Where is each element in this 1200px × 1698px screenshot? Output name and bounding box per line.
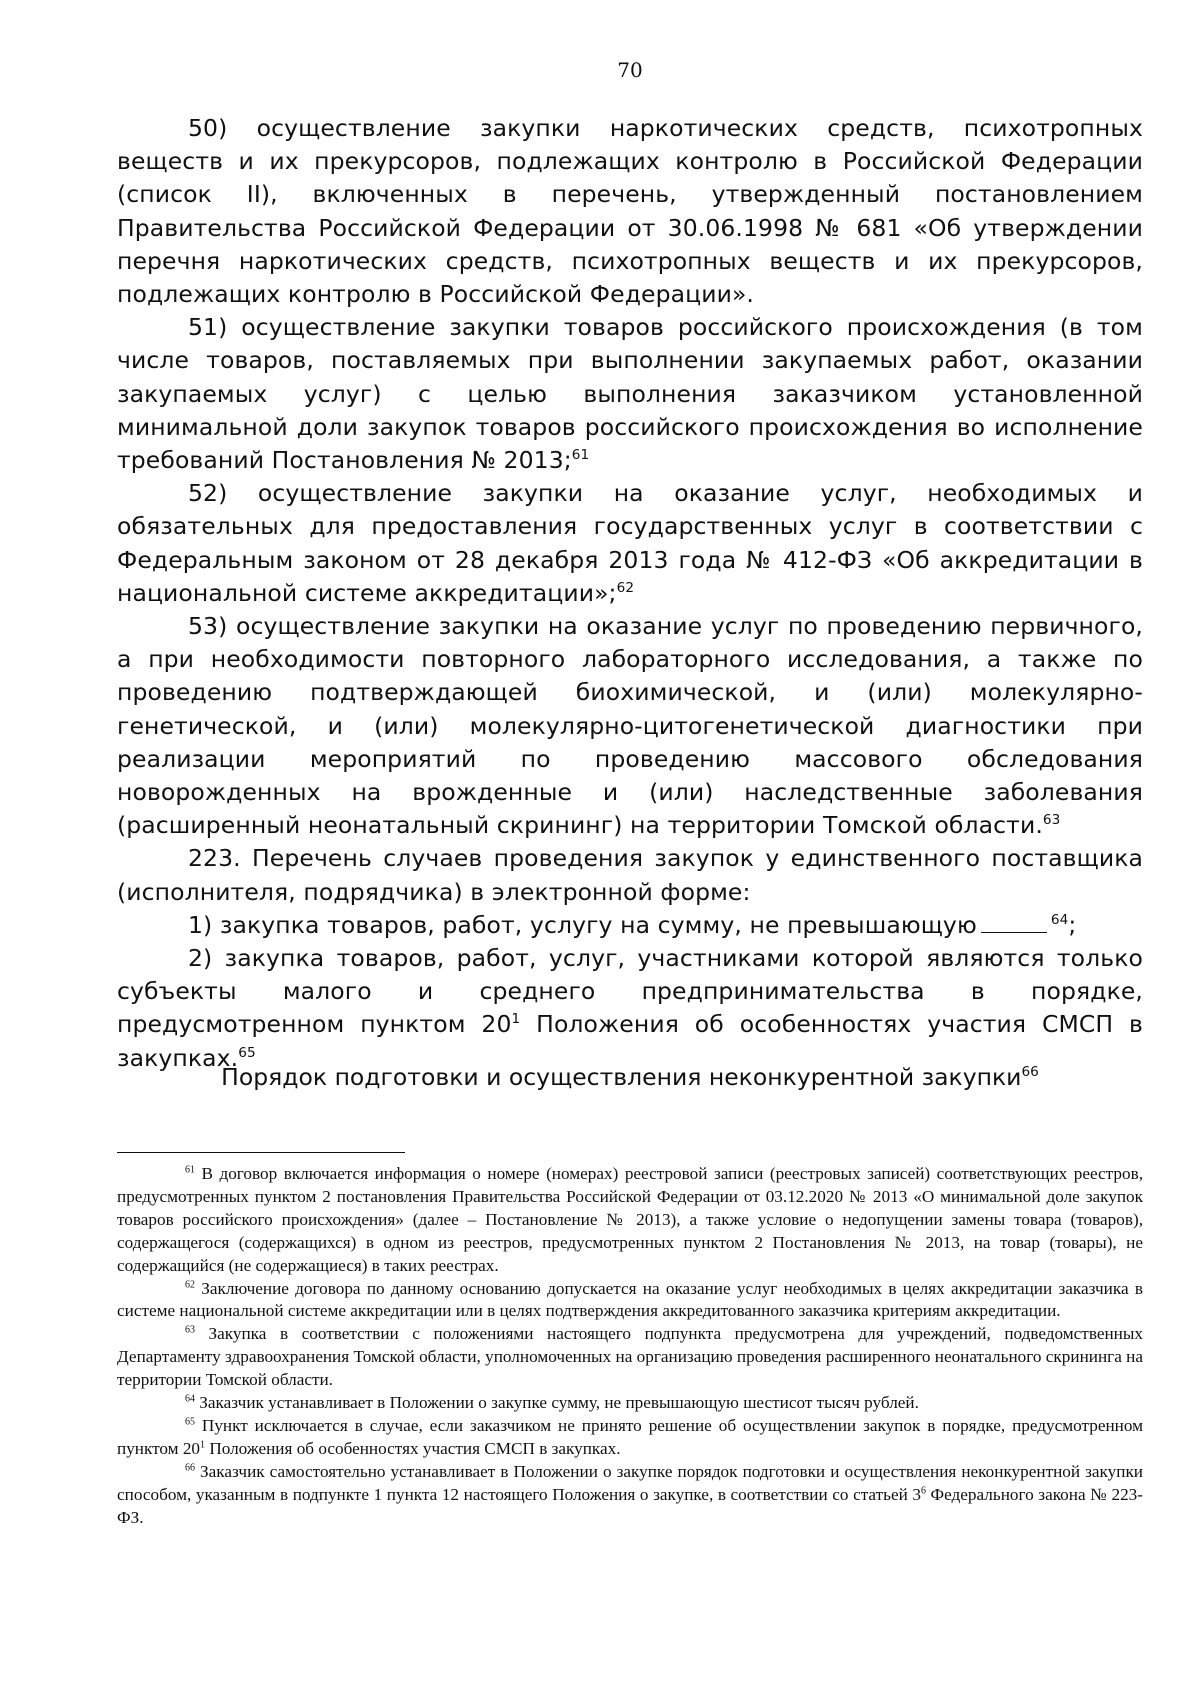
footnote-66-number: 66	[185, 1462, 195, 1474]
footnote-ref-64[interactable]: 64	[1050, 912, 1069, 929]
main-text	[117, 112, 1143, 1075]
footnote-64	[117, 1392, 1143, 1415]
section-heading	[117, 1061, 1143, 1094]
item-223-1-end: ;	[1068, 910, 1077, 939]
item-223-2-sup: 1	[511, 1011, 521, 1028]
footnote-66-text-after: Федерального закона № 223-ФЗ.	[117, 1484, 1143, 1527]
footnote-63-text: Закупка в соответствии с положениями настоящего подпункта предусмотрена для учреждений, подведомственных Департаменту здравоохранения Томской области, уполномоченных на организацию проведения расширенного неонатального скрининга на территории Томской области.	[117, 1324, 1143, 1390]
footnote-61-text: В договор включается информация о номере (номерах) реестровой записи (реестровых записей) соответствующих реестров, предусмотренных пунктом 2 постановления Правительства Российской Федерации от 03.12.2020 № 2013 «О минимальной доле закупок товаров российского происхождения» (далее – Постановление № 2013), а также условие о недопущении замены товара (товаров), содержащегося (содержащихся) в одном из реестров, предусмотренных пунктом 2 Постановления № 2013, на товар (товары), не содержащийся (не содержащиеся) в таких реестрах.	[117, 1164, 1143, 1275]
item-50	[117, 112, 1143, 311]
blank-line	[981, 931, 1047, 933]
footnote-ref-61[interactable]: 61	[571, 447, 590, 464]
item-52-text: 52) осуществление закупки на оказание услуг, необходимых и обязательных для предоставления государственных услуг в соответствии с Федеральным законом от 28 декабря 2013 года № 412-ФЗ «Об аккредитации в национальной системе аккредитации»;	[117, 479, 1143, 607]
footnotes	[117, 1163, 1143, 1530]
footnote-61-number: 61	[185, 1164, 195, 1176]
section-223-text: 223. Перечень случаев проведения закупок у единственного поставщика (исполнителя, подрядчика) в электронной форме:	[117, 844, 1143, 906]
footnote-65-text-before: Пункт исключается в случае, если заказчиком не принято решение об осуществлении закупок в порядке, предусмотренном пунктом 20	[117, 1415, 1143, 1458]
footnote-ref-65[interactable]: 65	[238, 1044, 256, 1061]
item-51-text: 51) осуществление закупки товаров российского происхождения (в том числе товаров, поставляемых при выполнении закупаемых работ, оказании закупаемых услуг) с целью выполнения заказчиком установленной минимальной доли закупок товаров российского происхождения во исполнение требований Постановления № 2013;	[117, 313, 1143, 475]
item-223-2-text-before: 2) закупка товаров, работ, услуг, участниками которой являются только субъекты малого и среднего предпринимательства в порядке, предусмотренном пунктом 20	[117, 944, 1143, 1039]
footnote-ref-63[interactable]: 63	[1042, 812, 1061, 829]
footnote-62	[117, 1278, 1143, 1324]
footnote-separator	[117, 1152, 405, 1153]
item-53-text: 53) осуществление закупки на оказание услуг по проведению первичного, а при необходимости повторного лабораторного исследования, а также по проведению подтверждающей биохимической, и (или) молекулярно-генетической, и (или) молекулярно-цитогенетической диагностики при реализации мероприятий по проведению массового обследования новорожденных на врожденные и (или) наследственные заболевания (расширенный неонатальный скрининг) на территории Томской области.	[117, 612, 1143, 840]
footnote-61	[117, 1163, 1143, 1278]
footnote-ref-62[interactable]: 62	[616, 580, 635, 597]
footnote-65-text-after: Положения об особенностях участия СМСП в закупках.	[205, 1438, 621, 1458]
item-50-text: 50) осуществление закупки наркотических средств, психотропных веществ и их прекурсоров, подлежащих контролю в Российской Федерации (список II), включенных в перечень, утвержденный постановлением Правительства Российской Федерации от 30.06.1998 № 681 «Об утверждении перечня наркотических средств, психотропных веществ и их прекурсоров, подлежащих контролю в Российской Федерации».	[117, 114, 1143, 309]
section-heading-text: Порядок подготовки и осуществления неконкурентной закупки	[221, 1063, 1022, 1091]
footnote-66-text-before: Заказчик самостоятельно устанавливает в Положении о закупке порядок подготовки и осуществления неконкурентной закупки способом, указанным в подпункте 1 пункта 12 настоящего Положения о закупке, в соответствии со статьей 3	[117, 1461, 1143, 1504]
item-51	[117, 311, 1143, 477]
footnote-62-number: 62	[185, 1278, 195, 1290]
footnote-66	[117, 1461, 1143, 1530]
footnote-65-sup: 1	[200, 1439, 206, 1451]
footnote-63	[117, 1323, 1143, 1392]
footnote-ref-66[interactable]: 66	[1021, 1064, 1039, 1081]
footnote-63-number: 63	[185, 1324, 195, 1336]
footnote-64-number: 64	[185, 1393, 195, 1405]
item-223-2	[117, 942, 1143, 1075]
footnote-65-number: 65	[185, 1416, 195, 1428]
footnote-65	[117, 1415, 1143, 1461]
item-223-1-text: 1) закупка товаров, работ, услугу на сумму, не превышающую	[188, 910, 977, 939]
footnote-64-text: Заказчик устанавливает в Положении о закупке сумму, не превышающую шестисот тысяч рублей.	[199, 1393, 919, 1413]
item-53	[117, 610, 1143, 842]
item-223-2-text-after: Положения об особенностях участия СМСП в закупках.	[117, 1010, 1143, 1072]
page-number: 70	[617, 58, 643, 82]
footnote-62-text: Заключение договора по данному основанию допускается на оказание услуг необходимых в целях аккредитации заказчика в системе национальной системе аккредитации или в целях подтверждения аккредитованного заказчика критериям аккредитации.	[117, 1278, 1143, 1321]
item-223-1	[117, 909, 1143, 942]
footnote-66-sup: 6	[920, 1484, 926, 1496]
item-52	[117, 477, 1143, 610]
section-223	[117, 842, 1143, 908]
